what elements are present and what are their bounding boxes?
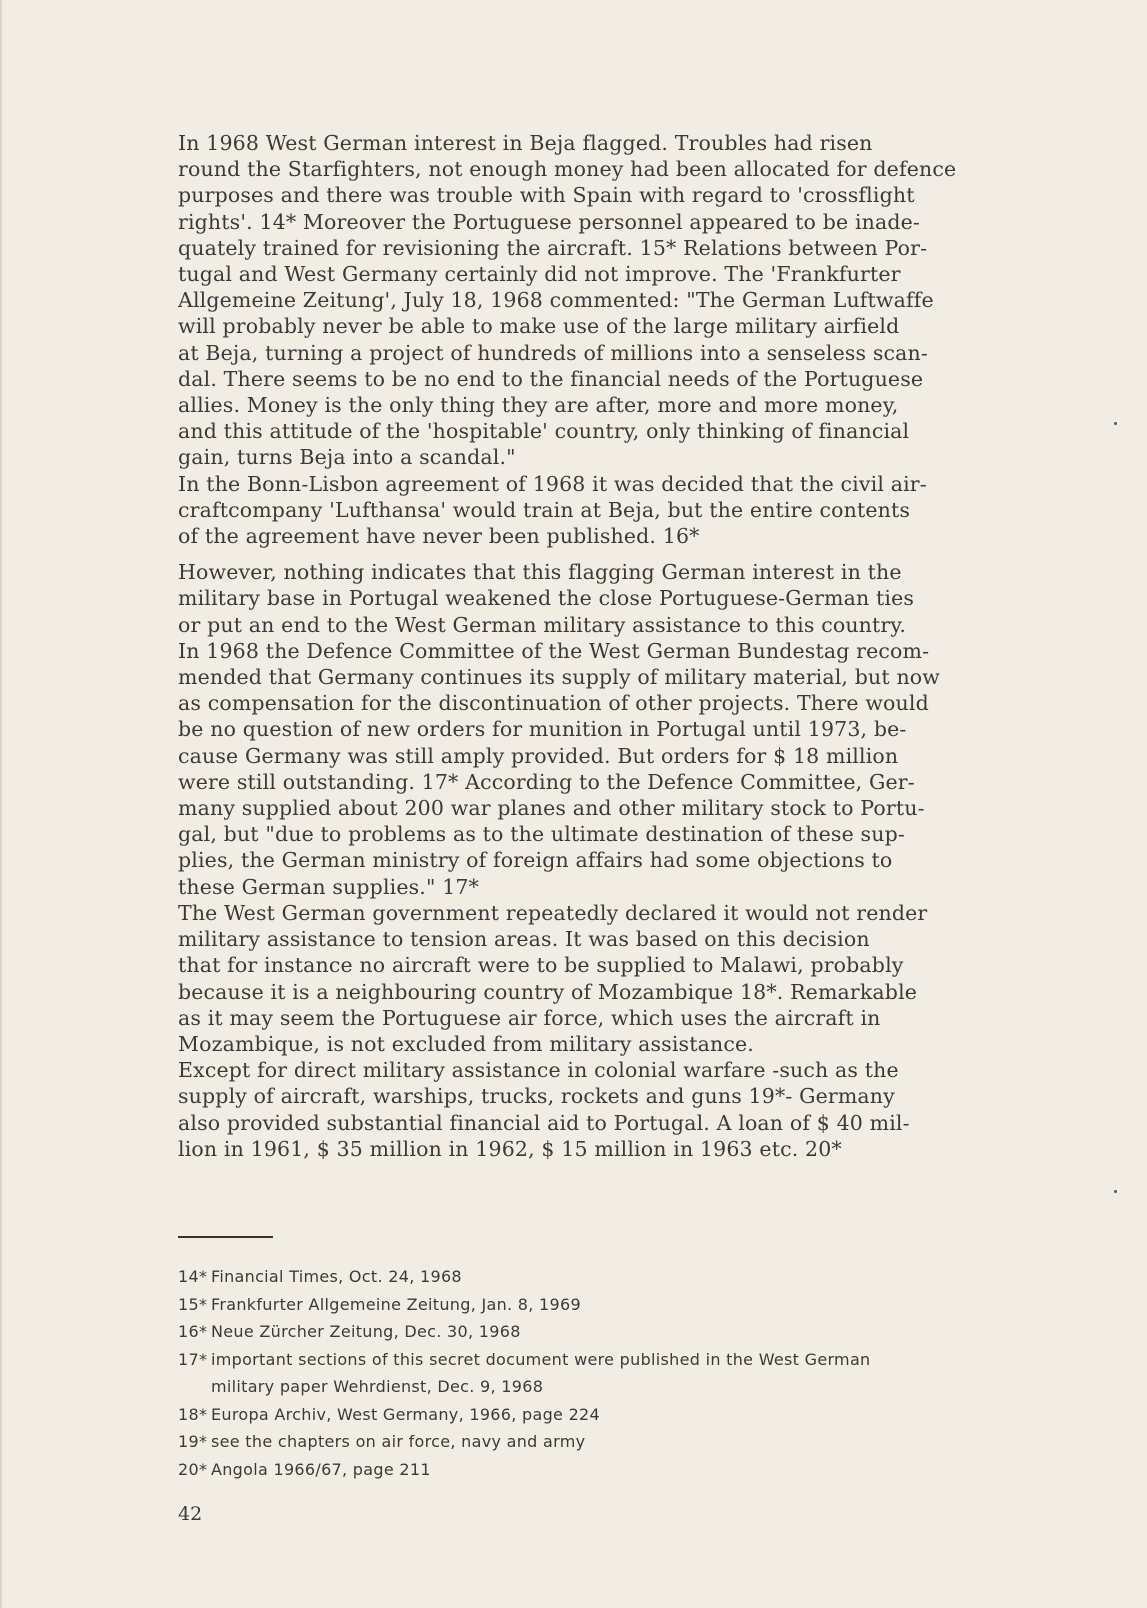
text-line: military base in Portugal weakened the close Portuguese-German ties <box>178 586 915 611</box>
footnote-text: Neue Zürcher Zeitung, Dec. 30, 1968 <box>211 1322 521 1341</box>
footnote <box>178 1318 1058 1346</box>
footnote-number: 14* <box>178 1267 208 1286</box>
text-line: round the Starfighters, not enough money had been allocated for defence <box>178 157 957 182</box>
footnote-divider <box>178 1236 273 1238</box>
footnote-text: Europa Archiv, West Germany, 1966, page 224 <box>211 1404 601 1424</box>
text-line: Allgemeine Zeitung', July 18, 1968 commented: "The German Luftwaffe <box>178 288 934 313</box>
footnote <box>178 1428 1058 1456</box>
text-line: dal. There seems to be no end to the financial needs of the Portuguese <box>178 366 924 391</box>
text-line: In 1968 West German interest in Beja flagged. Troubles had risen <box>178 131 873 155</box>
footnote-text: Angola 1966/67, page 211 <box>211 1459 431 1479</box>
paragraph <box>178 471 1058 550</box>
text-line: In the Bonn-Lisbon agreement of 1968 it was decided that the civil air- <box>178 471 927 496</box>
footnote <box>178 1263 1058 1291</box>
footnote-text: Financial Times, Oct. 24, 1968 <box>211 1267 462 1286</box>
footnote-text: see the chapters on air force, navy and army <box>211 1432 586 1451</box>
footnotes <box>178 1263 1058 1483</box>
text-line: of the agreement have never been published. 16* <box>178 524 700 549</box>
text-line: these German supplies." 17* <box>178 874 480 899</box>
paragraph <box>178 130 1058 471</box>
footnote-number: 19* <box>178 1432 208 1451</box>
footnote-text: Frankfurter Allgemeine Zeitung, Jan. 8, 1969 <box>211 1294 581 1314</box>
text-line: also provided substantial financial aid to Portugal. A loan of $ 40 mil- <box>178 1110 910 1135</box>
text-line: supply of aircraft, warships, trucks, rockets and guns 19*- Germany <box>178 1084 895 1109</box>
text-line: be no question of new orders for munition in Portugal until 1973, be- <box>178 717 907 742</box>
paragraph-gap <box>178 549 1058 559</box>
text-line: as compensation for the discontinuation of other projects. There would <box>178 691 929 716</box>
text-line: cause Germany was still amply provided. But orders for $ 18 million <box>178 743 899 768</box>
text-line: craftcompany 'Lufthansa' would train at Beja, but the entire contents <box>178 497 911 522</box>
text-line: mended that Germany continues its supply of military material, but now <box>178 665 940 690</box>
body-text <box>178 130 1058 1162</box>
text-line: and this attitude of the 'hospitable' country, only thinking of financial <box>178 419 910 444</box>
footnote <box>178 1456 1058 1484</box>
margin-mark <box>1114 422 1117 425</box>
footnote-number: 20* <box>178 1459 208 1479</box>
page-number: 42 <box>178 1503 203 1525</box>
text-line: quately trained for revisioning the aircraft. 15* Relations between Por- <box>178 235 928 260</box>
footnote <box>178 1346 1058 1374</box>
text-line: gal, but "due to problems as to the ultimate destination of these sup- <box>178 822 905 847</box>
paragraph <box>178 559 1058 900</box>
text-line: will probably never be able to make use of the large military airfield <box>178 314 900 339</box>
text-line: lion in 1961, $ 35 million in 1962, $ 15 million in 1963 etc. 20* <box>178 1136 842 1161</box>
text-line: plies, the German ministry of foreign affairs had some objections to <box>178 848 893 873</box>
text-line: rights'. 14* Moreover the Portuguese personnel appeared to be inade- <box>178 209 921 234</box>
text-line: gain, turns Beja into a scandal." <box>178 445 516 470</box>
footnote <box>178 1291 1058 1319</box>
footnote-number: 16* <box>178 1322 208 1341</box>
text-line: Except for direct military assistance in colonial warfare -such as the <box>178 1058 899 1083</box>
text-line: were still outstanding. 17* According to the Defence Committee, Ger- <box>178 769 915 794</box>
text-line: at Beja, turning a project of hundreds of millions into a senseless scan- <box>178 340 928 365</box>
footnote <box>178 1401 1058 1429</box>
footnote-number: 17* <box>178 1349 208 1369</box>
paragraph <box>178 1057 1058 1162</box>
text-line: many supplied about 200 war planes and other military stock to Portu- <box>178 796 925 821</box>
footnote-text: important sections of this secret document were published in the West German <box>211 1349 871 1369</box>
text-line: purposes and there was trouble with Spain with regard to 'crossflight <box>178 183 915 208</box>
text-line: military assistance to tension areas. It was based on this decision <box>178 927 870 952</box>
text-line: because it is a neighbouring country of Mozambique 18*. Remarkable <box>178 979 918 1004</box>
text-line: However, nothing indicates that this flagging German interest in the <box>178 560 902 585</box>
footnote-number: 18* <box>178 1404 208 1424</box>
text-line: tugal and West Germany certainly did not improve. The 'Frankfurter <box>178 262 901 287</box>
footnote-number: 15* <box>178 1294 208 1314</box>
paragraph <box>178 900 1058 1057</box>
margin-mark <box>1114 1190 1117 1193</box>
text-line: The West German government repeatedly declared it would not render <box>178 900 928 925</box>
text-line: In 1968 the Defence Committee of the West German Bundestag recom- <box>178 638 930 663</box>
text-line: allies. Money is the only thing they are after, more and more money, <box>178 393 899 418</box>
text-line: or put an end to the West German military assistance to this country. <box>178 612 907 637</box>
footnote-continuation: military paper Wehrdienst, Dec. 9, 1968 <box>211 1377 544 1396</box>
text-line: Mozambique, is not excluded from military assistance. <box>178 1031 754 1056</box>
text-line: as it may seem the Portuguese air force, which uses the aircraft in <box>178 1005 881 1030</box>
text-line: that for instance no aircraft were to be supplied to Malawi, probably <box>178 953 904 978</box>
